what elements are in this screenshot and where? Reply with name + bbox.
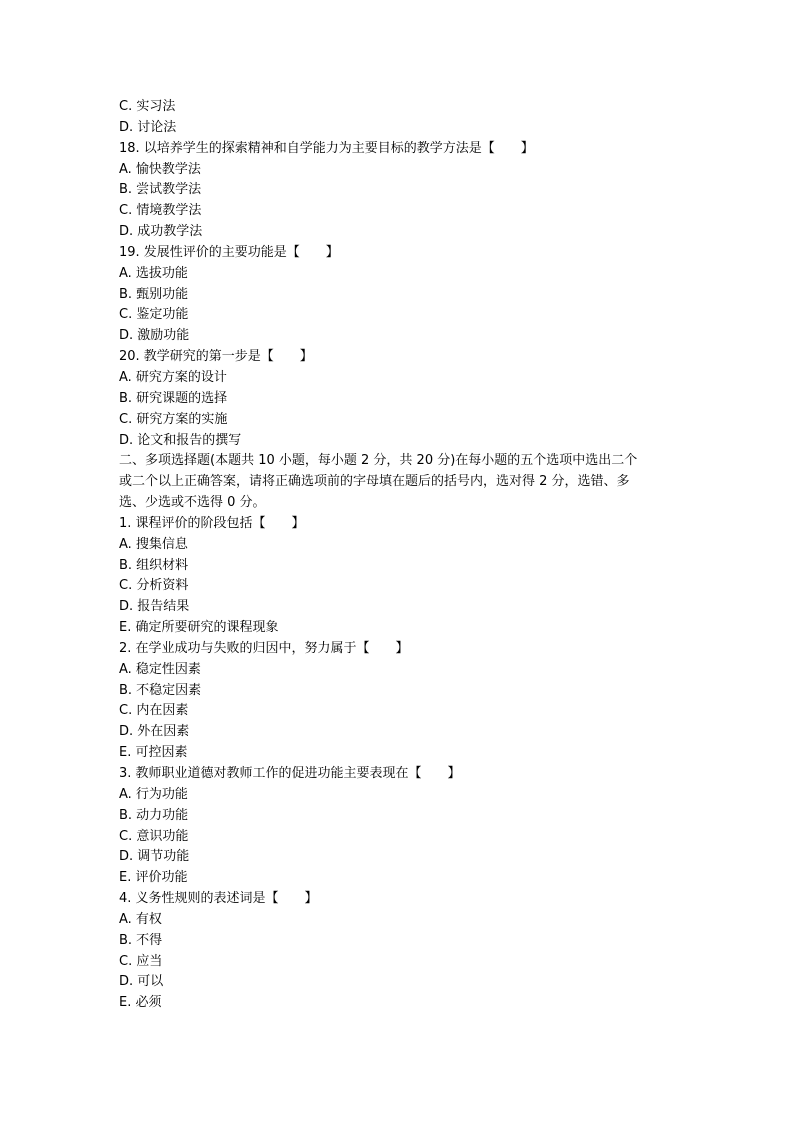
text-line: E. 可控因素 [119,745,188,761]
text-line: C. 分析资料 [119,578,189,594]
text-line: 二、多项选择题(本题共 10 小题，每小题 2 分，共 20 分)在每小题的五个选项中选出二个 [119,453,638,469]
text-line: A. 研究方案的设计 [119,369,227,385]
text-line: E. 确定所要研究的课程现象 [119,620,279,636]
text-line: D. 可以 [119,974,164,990]
text-line: C. 研究方案的实施 [119,411,228,427]
text-line: 或二个以上正确答案，请将正确选项前的字母填在题后的括号内，选对得 2 分，选错、多 [119,474,630,490]
text-line: 选、少选或不选得 0 分。 [119,495,266,511]
text-line: D. 外在因素 [119,724,190,740]
text-line: D. 论文和报告的撰写 [119,432,242,448]
text-line: A. 愉快教学法 [119,161,201,177]
text-line: C. 鉴定功能 [119,307,189,323]
text-line: E. 必须 [119,995,162,1011]
text-line: 18. 以培养学生的探索精神和自学能力为主要目标的教学方法是【 】 [119,140,534,156]
text-line: D. 调节功能 [119,849,190,865]
text-line: C. 情境教学法 [119,203,202,219]
text-line: 4. 义务性规则的表述词是【 】 [119,891,318,907]
text-line: C. 意识功能 [119,828,189,844]
text-line: B. 不得 [119,932,163,948]
text-line: C. 实习法 [119,99,176,114]
text-line: D. 讨论法 [119,119,177,135]
text-line: C. 内在因素 [119,703,189,719]
text-line: B. 研究课题的选择 [119,390,228,406]
text-line: 19. 发展性评价的主要功能是【 】 [119,244,339,260]
text-line: 20. 教学研究的第一步是【 】 [119,349,313,365]
text-line: B. 尝试教学法 [119,182,202,198]
text-line: B. 甄别功能 [119,286,189,302]
text-line: A. 行为功能 [119,786,188,802]
text-line: A. 有权 [119,911,162,927]
text-line: E. 评价功能 [119,870,188,886]
text-line: D. 成功教学法 [119,224,203,240]
text-line: C. 应当 [119,953,163,969]
text-line: A. 搜集信息 [119,536,188,552]
text-line: A. 选拔功能 [119,265,188,281]
text-line: B. 组织材料 [119,557,189,573]
text-line: B. 动力功能 [119,807,189,823]
document-body [119,97,679,1014]
text-line: 1. 课程评价的阶段包括【 】 [119,515,305,531]
text-line: D. 报告结果 [119,599,190,615]
text-line: D. 激励功能 [119,328,190,344]
text-line: B. 不稳定因素 [119,682,202,698]
text-line: 2. 在学业成功与失败的归因中，努力属于【 】 [119,640,409,656]
text-line: A. 稳定性因素 [119,661,201,677]
text-line: 3. 教师职业道德对教师工作的促进功能主要表现在【 】 [119,766,461,781]
